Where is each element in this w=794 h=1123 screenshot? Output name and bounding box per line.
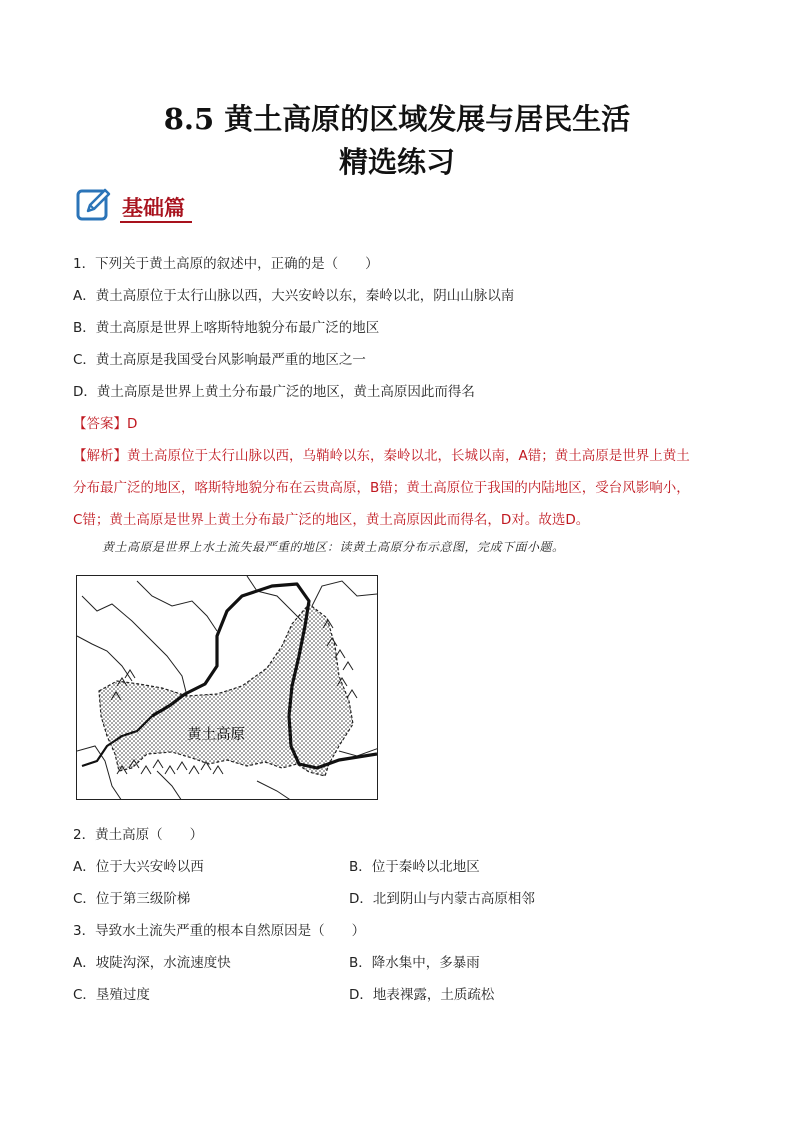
map-drawing: [77, 576, 378, 800]
loess-plateau-map: [76, 575, 378, 800]
page-title: 8.5 黄土高原的区域发展与居民生活: [163, 102, 631, 136]
section-label: 基础篇: [122, 195, 185, 220]
q1-analysis-line-3: C错；黄土高原是世界上黄土分布最广泛的地区，黄土高原因此而得名，D对。故选D。: [73, 512, 590, 528]
map-label: 黄土高原: [187, 727, 245, 743]
section-underline: [120, 221, 192, 223]
q2-option-a: A．位于大兴安岭以西: [73, 859, 204, 875]
answer-tag: 【答案】: [73, 416, 127, 432]
q1-answer: [73, 412, 137, 432]
answer-value: D: [127, 416, 138, 432]
intro-note: 黄土高原是世界上水土流失最严重的地区：读黄土高原分布示意图，完成下面小题。: [102, 540, 565, 554]
q3-option-c: C．垦殖过度: [73, 987, 150, 1003]
q2-option-c: C．位于第三级阶梯: [73, 891, 191, 907]
q3-option-a: A．坡陡沟深，水流速度快: [73, 955, 231, 971]
q3-stem: 3．导致水土流失严重的根本自然原因是（ ）: [73, 923, 366, 939]
q3-option-b: B．降水集中，多暴雨: [349, 955, 480, 971]
page-subtitle: 精选练习: [338, 145, 455, 179]
q2-option-b: B．位于秦岭以北地区: [349, 859, 480, 875]
q1-option-b: B．黄土高原是世界上喀斯特地貌分布最广泛的地区: [73, 320, 380, 336]
q2-stem: 2．黄土高原（ ）: [73, 827, 204, 843]
q1-stem: 1．下列关于黄土高原的叙述中，正确的是（ ）: [73, 256, 379, 272]
q1-analysis-line-1: [73, 444, 690, 464]
q1-option-d: D．黄土高原是世界上黄土分布最广泛的地区，黄土高原因此而得名: [73, 384, 475, 400]
q1-option-a: A．黄土高原位于太行山脉以西，大兴安岭以东，秦岭以北，阴山山脉以南: [73, 288, 515, 304]
q1-analysis-line-2: 分布最广泛的地区，喀斯特地貌分布在云贵高原，B错；黄土高原位于我国的内陆地区，受台风影响小，: [73, 480, 690, 496]
edit-pencil-icon: [76, 186, 112, 222]
q3-option-d: D．地表裸露，土质疏松: [349, 987, 495, 1003]
q1-option-c: C．黄土高原是我国受台风影响最严重的地区之一: [73, 352, 366, 368]
analysis-tag: 【解析】: [73, 448, 127, 464]
analysis-text-1: 黄土高原位于太行山脉以西，乌鞘岭以东，秦岭以北，长城以南，A错；黄土高原是世界上黄土: [127, 448, 690, 464]
q2-option-d: D．北到阴山与内蒙古高原相邻: [349, 891, 535, 907]
